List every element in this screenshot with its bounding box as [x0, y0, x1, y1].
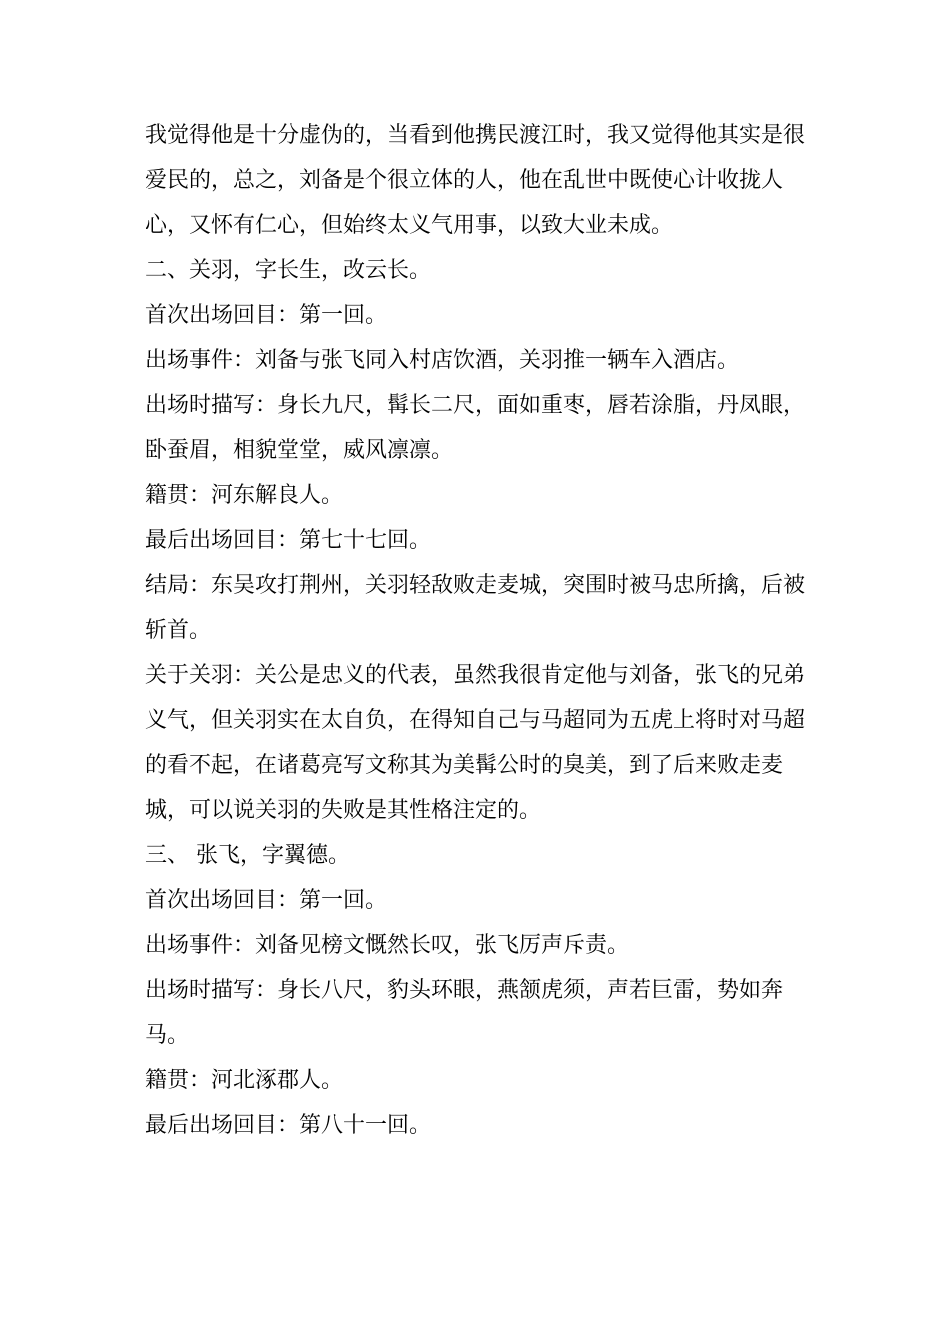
guanyu-first-chapter: 首次出场回目：第一回。: [145, 303, 388, 328]
guanyu-description: 出场时描写：身长九尺，髯长二尺，面如重枣，唇若涂脂，丹凤眼，卧蚕眉，相貌堂堂，威风凛凛。: [145, 393, 806, 463]
zhangfei-first-event: 出场事件：刘备见榜文慨然长叹，张飞厉声斥责。: [145, 933, 630, 958]
zhangfei-description: 出场时描写：身长八尺，豹头环眼，燕颔虎须，声若巨雷，势如奔马。: [145, 978, 784, 1048]
guanyu-hometown: 籍贯：河东解良人。: [145, 483, 344, 508]
guanyu-comment: 关于关羽：关公是忠义的代表，虽然我很肯定他与刘备，张飞的兄弟义气，但关羽实在太自负，在得知自己与马超同为五虎上将时对马超的看不起，在诸葛亮写文称其为美髯公时的臭美，到了后来败走麦城，可以说关羽的失败是其性格注定的。: [145, 663, 806, 823]
document-body: [145, 113, 825, 1148]
guanyu-first-event: 出场事件：刘备与张飞同入村店饮酒，关羽推一辆车入酒店。: [145, 348, 740, 373]
section-heading-zhangfei: 三、 张飞，字翼德。: [145, 843, 350, 868]
guanyu-last-chapter: 最后出场回目：第七十七回。: [145, 528, 432, 553]
zhangfei-hometown: 籍贯：河北涿郡人。: [145, 1068, 344, 1093]
paragraph-liubei-comment-end: 我觉得他是十分虚伪的，当看到他携民渡江时，我又觉得他其实是很爱民的，总之，刘备是个很立体的人，他在乱世中既使心计收拢人心，又怀有仁心，但始终太义气用事，以致大业未成。: [145, 123, 806, 238]
section-heading-guanyu: 二、关羽，字长生，改云长。: [145, 258, 432, 283]
zhangfei-first-chapter: 首次出场回目：第一回。: [145, 888, 388, 913]
guanyu-ending: 结局：东吴攻打荆州，关羽轻敌败走麦城，突围时被马忠所擒，后被斩首。: [145, 573, 806, 643]
zhangfei-last-chapter: 最后出场回目：第八十一回。: [145, 1113, 432, 1138]
